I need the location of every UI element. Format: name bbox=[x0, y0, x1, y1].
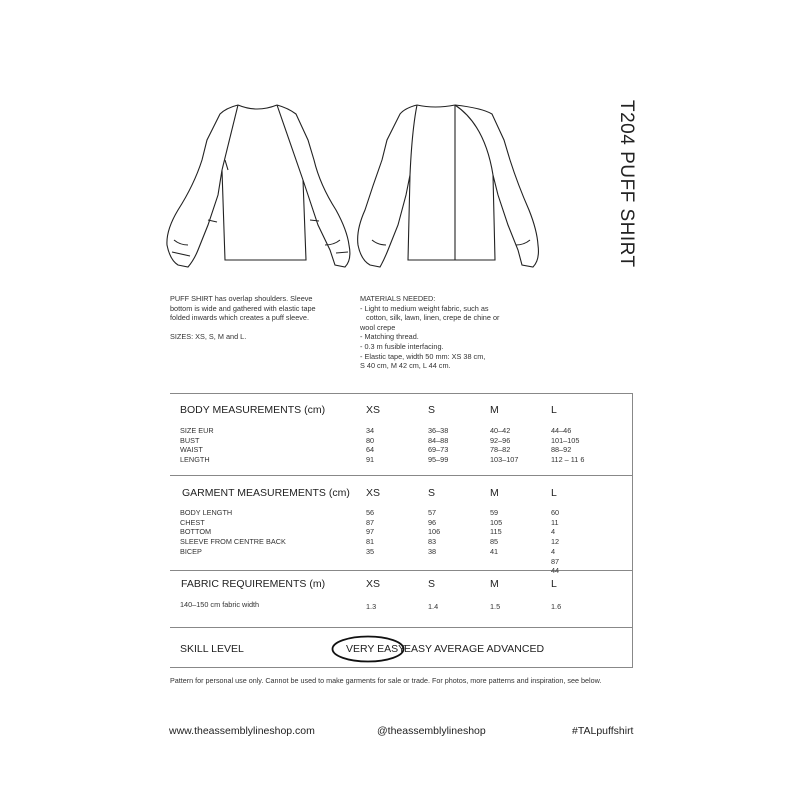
table-cell: 44 bbox=[551, 566, 560, 576]
table-cell: 95–99 bbox=[428, 455, 449, 465]
size-header-xs: XS bbox=[366, 404, 381, 416]
table-cell: 87 bbox=[551, 556, 560, 566]
table-cell: 11 bbox=[551, 517, 559, 527]
table-divider bbox=[170, 570, 633, 571]
table-cell: 101–105 bbox=[551, 435, 580, 445]
body-col-l bbox=[551, 426, 584, 465]
row-label: BODY LENGTH bbox=[180, 508, 233, 517]
table-divider bbox=[170, 475, 633, 476]
size-header-xs: XS bbox=[366, 487, 381, 499]
body-col-s bbox=[428, 426, 448, 465]
row-label: BICEP bbox=[180, 546, 202, 556]
table-cell: 12 bbox=[551, 537, 560, 547]
row-label: BUST bbox=[180, 435, 200, 445]
table-cell: 40–42 bbox=[490, 426, 511, 435]
description bbox=[170, 294, 350, 342]
sizes-text: SIZES: XS, S, M and L. bbox=[170, 332, 247, 342]
table-cell: 38 bbox=[428, 546, 437, 556]
garment-col-l bbox=[551, 508, 559, 576]
body-col-m bbox=[490, 426, 518, 465]
size-header-m: M bbox=[490, 578, 499, 590]
size-header-l: L bbox=[551, 487, 557, 499]
garment-col-m bbox=[490, 508, 502, 557]
materials-line: - Light to medium weight fabric, such as bbox=[360, 303, 489, 313]
materials-line: S 40 cm, M 42 cm, L 44 cm. bbox=[360, 361, 451, 371]
body-col-xs bbox=[366, 426, 374, 465]
size-header-m: M bbox=[490, 487, 499, 499]
table-cell: 34 bbox=[366, 426, 375, 435]
table-cell: 56 bbox=[366, 508, 375, 517]
size-header-xs: XS bbox=[366, 578, 381, 590]
table-cell: 97 bbox=[366, 527, 375, 537]
table-cell: 1.3 bbox=[366, 602, 377, 611]
body-measurements-title: BODY MEASUREMENTS (cm) bbox=[180, 404, 326, 416]
garment-col-xs bbox=[366, 508, 374, 557]
table-cell: 92–96 bbox=[490, 435, 511, 445]
materials-line: cotton, silk, lawn, linen, crepe de chine or bbox=[366, 313, 500, 323]
table-cell: 84–88 bbox=[428, 435, 449, 445]
materials-line: wool crepe bbox=[360, 322, 396, 332]
table-cell: 85 bbox=[490, 537, 499, 547]
table-divider bbox=[170, 627, 633, 628]
skill-very-easy: VERY EASY bbox=[346, 643, 406, 655]
table-cell: 78–82 bbox=[490, 445, 511, 455]
materials-heading: MATERIALS NEEDED: bbox=[360, 294, 436, 303]
table-cell: 1.6 bbox=[551, 602, 562, 611]
table-cell: 59 bbox=[490, 508, 499, 517]
table-cell: 96 bbox=[428, 517, 437, 527]
size-header-s: S bbox=[428, 578, 436, 590]
table-cell: 91 bbox=[366, 455, 375, 465]
garment-col-s bbox=[428, 508, 440, 557]
table-cell: 106 bbox=[428, 527, 441, 537]
table-cell: 88–92 bbox=[551, 445, 572, 455]
row-label: BOTTOM bbox=[180, 527, 212, 537]
table-cell: 87 bbox=[366, 517, 375, 527]
size-header-l: L bbox=[551, 578, 557, 590]
table-cell: 57 bbox=[428, 508, 437, 517]
skill-other-levels: EASY AVERAGE ADVANCED bbox=[404, 643, 545, 655]
instagram-handle[interactable]: @theassemblylineshop bbox=[377, 725, 486, 737]
table-cell: 64 bbox=[366, 445, 375, 455]
fabric-width-label: 140–150 cm fabric width bbox=[180, 600, 260, 609]
table-cell: 4 bbox=[551, 527, 556, 537]
table-cell: 69–73 bbox=[428, 445, 449, 455]
table-cell: 112 – 11 6 bbox=[551, 455, 585, 465]
table-cell: 80 bbox=[366, 435, 375, 445]
table-cell: 105 bbox=[490, 517, 503, 527]
garment-row-labels bbox=[180, 508, 286, 557]
table-cell: 41 bbox=[490, 546, 499, 556]
table-cell: 83 bbox=[428, 537, 437, 547]
materials-line: - Matching thread. bbox=[360, 332, 419, 342]
pattern-title bbox=[610, 100, 640, 270]
table-cell: 81 bbox=[366, 537, 375, 547]
size-header-s: S bbox=[428, 487, 436, 499]
table-cell: 1.4 bbox=[428, 602, 439, 611]
pattern-title-text: T204 PUFF SHIRT bbox=[616, 100, 637, 268]
materials-line: - 0.3 m fusible interfacing. bbox=[360, 341, 444, 351]
row-label: WAIST bbox=[180, 445, 203, 455]
row-label: CHEST bbox=[180, 517, 205, 527]
table-cell: 44–46 bbox=[551, 426, 572, 435]
body-row-labels bbox=[180, 426, 214, 465]
table-cell: 36–38 bbox=[428, 426, 449, 435]
garment-measurements-title: GARMENT MEASUREMENTS (cm) bbox=[182, 487, 350, 499]
usage-note: Pattern for personal use only. Cannot be used to make garments for sale or trade. For photos, more patterns and inspiration, see below. bbox=[170, 676, 602, 685]
table-cell: 4 bbox=[551, 546, 556, 556]
table-cell: 60 bbox=[551, 508, 560, 517]
materials-line: - Elastic tape, width 50 mm: XS 38 cm, bbox=[360, 351, 486, 361]
row-label: SIZE EUR bbox=[180, 426, 214, 435]
garment-sketch bbox=[160, 100, 560, 280]
table-cell: 1.5 bbox=[490, 602, 501, 611]
size-header-s: S bbox=[428, 404, 436, 416]
fabric-requirements-title: FABRIC REQUIREMENTS (m) bbox=[181, 578, 326, 590]
table-cell: 115 bbox=[490, 527, 502, 537]
skill-level-label: SKILL LEVEL bbox=[180, 643, 244, 655]
table-cell: 35 bbox=[366, 546, 375, 556]
description-line: bottom is wide and gathered with elastic tape bbox=[170, 303, 316, 313]
materials-needed bbox=[360, 294, 550, 371]
size-header-m: M bbox=[490, 404, 499, 416]
size-header-l: L bbox=[551, 404, 557, 416]
description-line: folded inwards which creates a puff sleeve. bbox=[170, 313, 309, 323]
row-label: SLEEVE FROM CENTRE BACK bbox=[180, 537, 286, 547]
row-label: LENGTH bbox=[180, 455, 210, 465]
hashtag[interactable]: #TALpuffshirt bbox=[572, 725, 634, 737]
description-line: PUFF SHIRT has overlap shoulders. Sleeve bbox=[170, 294, 313, 303]
website-link[interactable]: www.theassemblylineshop.com bbox=[169, 725, 315, 737]
table-cell: 103–107 bbox=[490, 455, 519, 465]
